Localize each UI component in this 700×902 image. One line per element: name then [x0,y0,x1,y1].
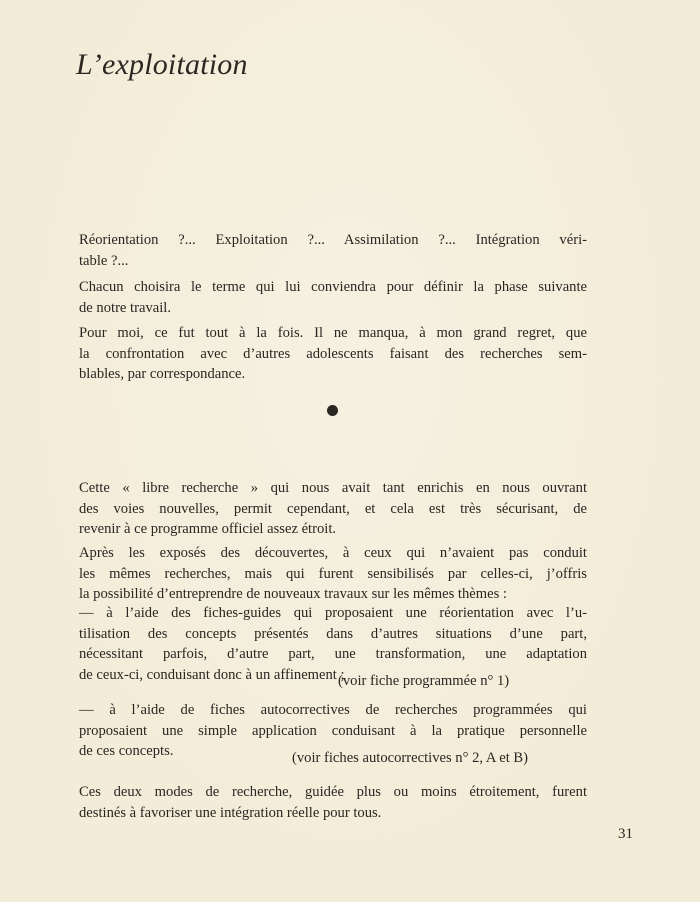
reference-note-2: (voir fiches autocorrectives n° 2, A et B) [292,750,529,766]
page-title: L’exploitation [76,48,248,81]
paragraph-line: la confrontation avec d’autres adolescents faisant des recherches sem- [79,345,587,362]
paragraph-3 [79,323,587,385]
paragraph-line: des voies nouvelles, permit cependant, et cela est très sécurisant, de [79,500,587,517]
paragraph-line: de notre travail. [79,299,171,316]
paragraph-line: Chacun choisira le terme qui lui conviendra pour définir la phase suivante [79,279,587,295]
paragraph-line: blables, par correspondance. [79,366,246,382]
paragraph-line: revenir à ce programme officiel assez étroit. [79,521,337,537]
page-number: 31 [618,826,633,842]
paragraph-line: — à l’aide des fiches-guides qui proposaient une réorientation avec l’u- [79,605,587,621]
paragraph-5 [79,543,587,605]
section-separator-dot [327,405,338,416]
paragraph-line: de ceux-ci, conduisant donc à un affinement ; [79,666,345,683]
paragraph-line: de ces concepts. [79,743,174,759]
paragraph-6 [79,603,587,685]
paragraph-2 [79,277,587,318]
paragraph-line: nécessitant parfois, d’autre part, une transformation, une adaptation [79,646,587,662]
paragraph-line: Ces deux modes de recherche, guidée plus ou moins étroitement, furent [79,784,587,800]
paragraph-line: Cette « libre recherche » qui nous avait tant enrichis en nous ouvrant [79,480,587,496]
paragraph-line: Après les exposés des découvertes, à ceux qui n’avaient pas conduit [79,545,587,561]
paragraph-line: les mêmes recherches, mais qui furent sensibilisés par celles-ci, j’offris [79,565,587,582]
paragraph-line: destinés à favoriser une intégration réelle pour tous. [79,804,382,821]
paragraph-8 [79,782,587,823]
paragraph-1 [79,230,587,271]
paragraph-line: tilisation des concepts présentés dans d’autres situations d’une part, [79,625,587,642]
reference-note-1: (voir fiche programmée n° 1) [338,673,510,689]
paragraph-line: Réorientation ?... Exploitation ?... Assimilation ?... Intégration véri- [79,232,587,248]
paragraph-4 [79,478,587,540]
paragraph-line: la possibilité d’entreprendre de nouveaux travaux sur les mêmes thèmes : [79,586,507,602]
paragraph-line: Pour moi, ce fut tout à la fois. Il ne manqua, à mon grand regret, que [79,325,587,341]
paragraph-line: proposaient une simple application conduisant à la pratique personnelle [79,722,587,739]
paragraph-line: — à l’aide de fiches autocorrectives de recherches programmées qui [79,702,587,718]
paragraph-line: table ?... [79,252,129,269]
